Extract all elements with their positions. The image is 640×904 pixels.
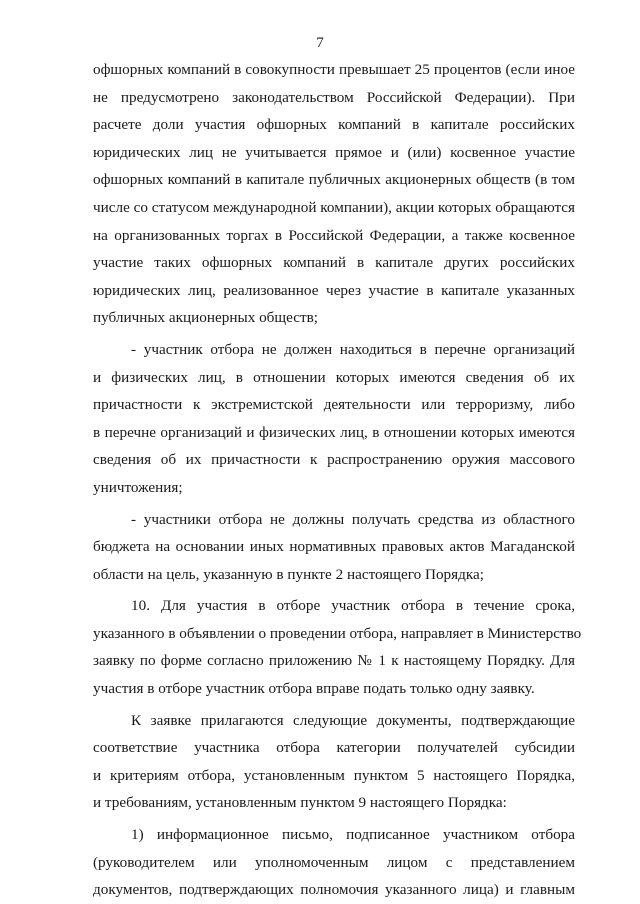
- text-line: юридических лиц, реализованное через участие в капитале указанных: [93, 281, 575, 299]
- text-line: причастности к экстремистской деятельности или терроризму, либо: [93, 396, 575, 414]
- text-line: и критериям отбора, установленным пунктом 5 настоящего Порядка,: [93, 766, 575, 784]
- paragraph-attached-documents: [93, 707, 575, 817]
- paragraph-subitem-1: [93, 821, 575, 904]
- text-line: и требованиям, установленным пунктом 9 настоящего Порядка:: [93, 794, 507, 812]
- text-line: соответствие участника отбора категории получателей субсидии: [93, 739, 575, 757]
- text-line: уничтожения;: [93, 478, 183, 496]
- text-line: К заявке прилагаются следующие документы, подтверждающие: [131, 711, 575, 729]
- page-number: 7: [316, 35, 324, 51]
- text-line: бюджета на основании иных нормативных правовых актов Магаданской: [93, 538, 575, 556]
- document-body: [93, 56, 582, 904]
- paragraph-offshore-participation: [93, 56, 575, 332]
- text-line: сведения об их причастности к распространению оружия массового: [93, 451, 575, 469]
- text-line: в перечне организаций и физических лиц, в отношении которых имеются: [93, 423, 575, 441]
- text-line: указанного в объявлении о проведении отбора, направляет в Министерство: [93, 624, 582, 642]
- text-line: и физических лиц, в отношении которых имеются сведения об их: [93, 368, 575, 386]
- text-line: 1) информационное письмо, подписанное участником отбора: [131, 826, 575, 844]
- text-line: (руководителем или уполномоченным лицом с представлением: [93, 853, 575, 871]
- paragraph-regional-budget: [93, 506, 575, 589]
- text-line: 10. Для участия в отборе участник отбора в течение срока,: [131, 597, 575, 615]
- text-line: документов, подтверждающих полномочия указанного лица) и главным: [93, 881, 575, 899]
- text-line: заявку по форме согласно приложению № 1 к настоящему Порядку. Для: [93, 652, 575, 670]
- text-line: числе со статусом международной компании), акции которых обращаются: [93, 198, 576, 216]
- text-line: публичных акционерных обществ;: [93, 309, 318, 327]
- text-line: участия в отборе участник отбора вправе подать только одну заявку.: [93, 680, 535, 698]
- text-line: участие таких офшорных компаний в капитале других российских: [93, 254, 575, 272]
- text-line: юридических лиц не учитывается прямое и (или) косвенное участие: [93, 143, 575, 161]
- text-line: расчете доли участия офшорных компаний в капитале российских: [93, 116, 575, 134]
- text-line: офшорных компаний в капитале публичных акционерных обществ (в том: [93, 171, 575, 189]
- text-line: офшорных компаний в совокупности превышает 25 процентов (если иное: [93, 61, 575, 78]
- paragraph-item-10: [93, 592, 582, 702]
- text-line: - участник отбора не должен находиться в перечне организаций: [131, 340, 575, 358]
- text-line: - участники отбора не должны получать средства из областного: [131, 510, 575, 528]
- text-line: не предусмотрено законодательством Российской Федерации). При: [93, 88, 575, 106]
- paragraph-extremist-list: [93, 336, 575, 502]
- text-line: на организованных торгах в Российской Федерации, а также косвенное: [93, 226, 575, 244]
- text-line: области на цель, указанную в пункте 2 настоящего Порядка;: [93, 565, 484, 583]
